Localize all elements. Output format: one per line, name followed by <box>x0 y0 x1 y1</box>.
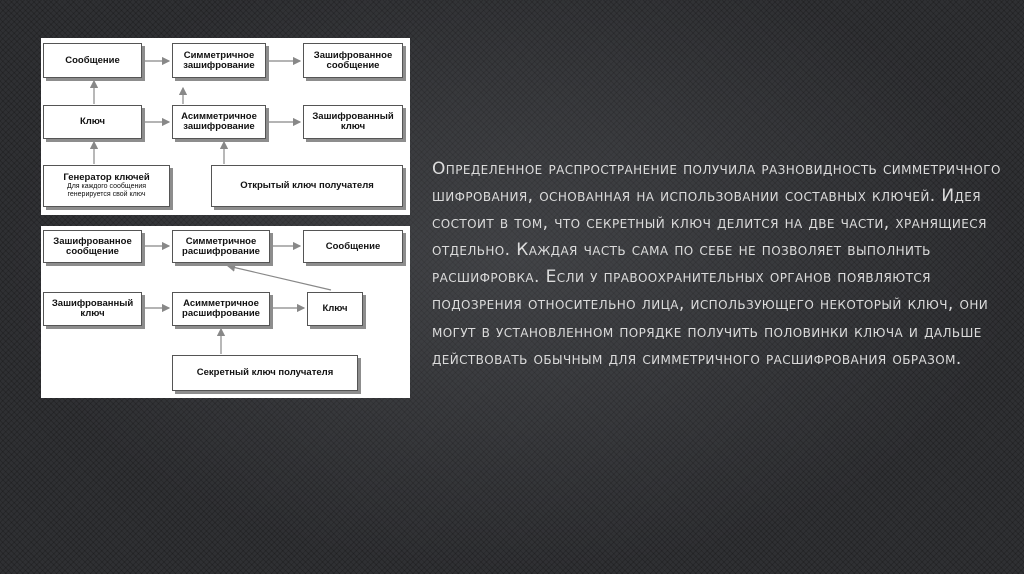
asymmetric-decryption-label-1: Асимметричное <box>183 298 259 309</box>
symmetric-decryption-label-1: Симметричное <box>185 235 257 247</box>
recipient-secret-key-box <box>172 355 358 391</box>
symmetric-decryption-box <box>172 230 270 263</box>
encrypted-message-label-1: Зашифрованное <box>53 235 132 247</box>
encrypted-message-box <box>303 43 403 78</box>
recipient-secret-key-label: Секретный ключ получателя <box>196 367 334 378</box>
key-generator-note-2: генерируется свой ключ <box>67 191 146 198</box>
symmetric-encryption-label-2: зашифрование <box>183 59 255 71</box>
key-label: Ключ <box>322 303 348 314</box>
encryption-diagram <box>41 38 410 215</box>
key-box <box>43 105 142 139</box>
recipient-public-key-label: Открытый ключ получателя <box>240 180 374 191</box>
encrypted-key-box <box>303 105 403 139</box>
key-generator-note-1: Для каждого сообщения <box>66 183 147 190</box>
recipient-public-key-box <box>211 165 403 207</box>
key-label: Ключ <box>79 116 106 127</box>
message-box <box>303 230 403 263</box>
key-generator-box <box>43 165 170 207</box>
symmetric-encryption-label-1: Симметричное <box>183 49 255 61</box>
key-generator-title: Генератор ключей <box>63 172 150 183</box>
decryption-diagram <box>41 226 410 398</box>
asymmetric-decryption-label-2: расшифрование <box>182 308 260 319</box>
asymmetric-decryption-box <box>172 292 270 326</box>
encrypted-key-label-1: Зашифрованный <box>312 111 394 122</box>
message-label: Сообщение <box>325 240 381 252</box>
encrypted-message-label-1: Зашифрованное <box>313 49 393 61</box>
encrypted-message-label-2: сообщение <box>326 59 380 71</box>
encrypted-key-label-2: ключ <box>340 121 366 132</box>
encrypted-key-label-2: ключ <box>80 308 105 319</box>
body-text: Определенное распространение получила разновидность симметричного шифрования, основанная на использовании составных ключей. Идея состоит в том, что секретный ключ делится на две части, хранящиеся отдельно. Каждая часть сама по себе не позволяет выполнить расшифровка. Если у правоохранительных органов появляются подозрения относительно лица, использующего некоторый ключ, они могут в установленном порядке получить половинки ключа и дальше действовать обычным для симметричного расшифрования образом. <box>432 159 1001 369</box>
asymmetric-encryption-box <box>172 105 266 139</box>
encrypted-message-box <box>43 230 142 263</box>
asymmetric-encryption-label-2: зашифрование <box>183 121 255 132</box>
asymmetric-encryption-label-1: Асимметричное <box>181 111 257 122</box>
message-label: Сообщение <box>65 54 120 66</box>
symmetric-encryption-box <box>172 43 266 78</box>
encrypted-key-label-1: Зашифрованный <box>51 298 134 309</box>
symmetric-decryption-label-2: расшифрование <box>182 245 260 257</box>
key-box <box>307 292 363 326</box>
encrypted-message-label-2: сообщение <box>66 245 119 257</box>
message-box <box>43 43 142 78</box>
encrypted-key-box <box>43 292 142 326</box>
